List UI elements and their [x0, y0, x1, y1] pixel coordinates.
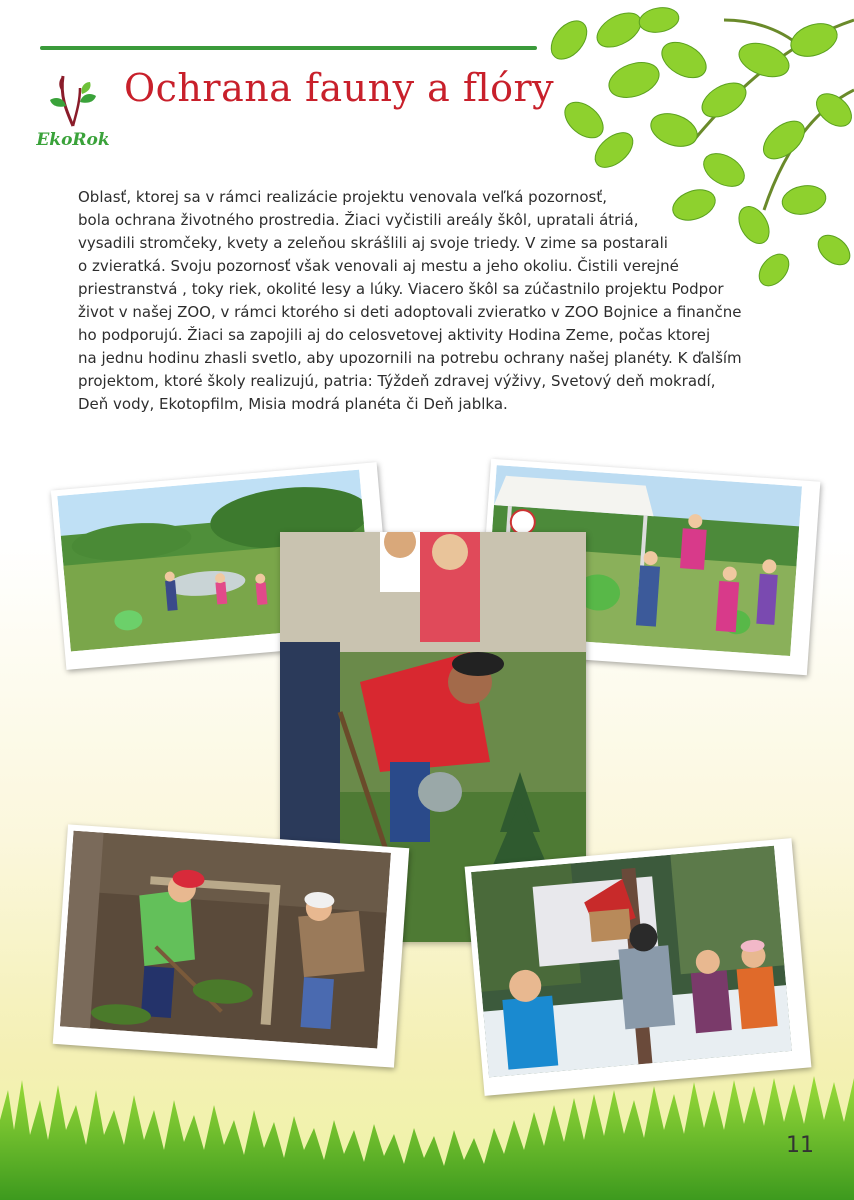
ekorok-logo [36, 70, 110, 160]
body-text [78, 186, 778, 416]
body-line: vysadili stromčeky, kvety a zeleňou skrášlili aj svoje triedy. V zime sa postarali [78, 234, 668, 252]
grass-decoration [0, 1050, 854, 1200]
header-rule [40, 46, 537, 50]
page-number: 11 [786, 1133, 814, 1158]
body-line: Deň vody, Ekotopfilm, Misia modrá planéta či Deň jablka. [78, 395, 508, 413]
page-title: Ochrana fauny a flóry [124, 66, 555, 110]
body-line: projektom, ktoré školy realizujú, patria: Týždeň zdravej výživy, Svetový deň mokradí, [78, 372, 716, 390]
body-line: Oblasť, ktorej sa v rámci realizácie projektu venovala veľká pozornosť, [78, 188, 607, 206]
body-line: bola ochrana životného prostredia. Žiaci vyčistili areály škôl, upratali átriá, [78, 211, 639, 229]
body-line: život v našej ZOO, v rámci ktorého si deti adoptovali zvieratko v ZOO Bojnice a finančne [78, 303, 742, 321]
body-line: o zvieratká. Svoju pozornosť však venovali aj mestu a jeho okoliu. Čistili verejné [78, 257, 679, 275]
body-line: na jednu hodinu zhasli svetlo, aby upozornili na potrebu ochrany našej planéty. K ďalším [78, 349, 742, 367]
logo-text: EkoRok [36, 130, 110, 150]
body-line: priestranstvá , toky riek, okolité lesy a lúky. Viacero škôl sa zúčastnilo projektu Podpor [78, 280, 724, 298]
body-line: ho podporujú. Žiaci sa zapojili aj do celosvetovej aktivity Hodina Zeme, počas ktorej [78, 326, 711, 344]
photo-garden-digging [53, 824, 410, 1067]
